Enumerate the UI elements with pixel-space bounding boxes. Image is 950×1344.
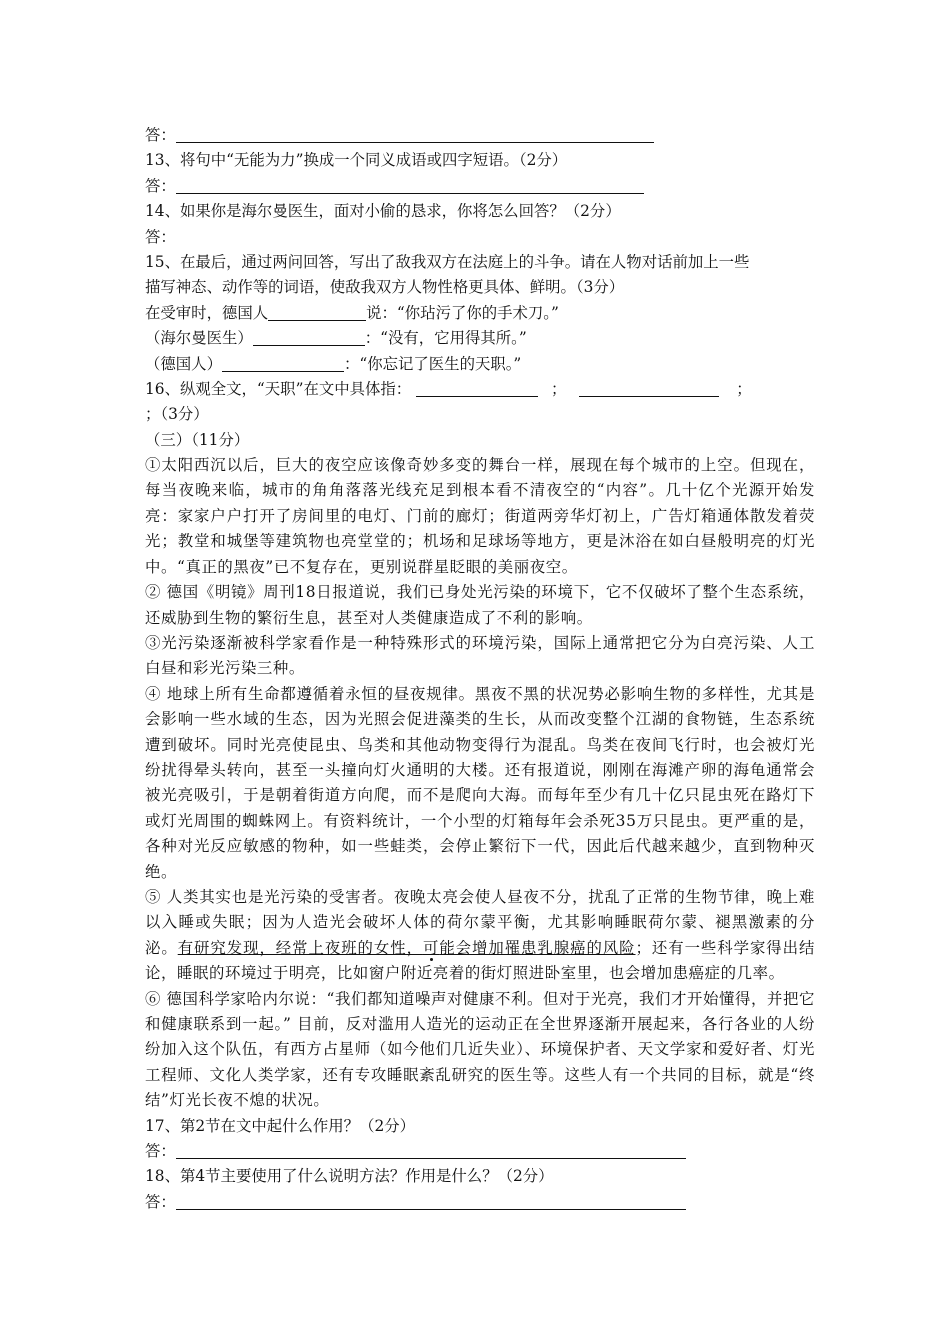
question-18: 18、第4节主要使用了什么说明方法？作用是什么？（2分） [145, 1167, 554, 1186]
section-heading: （三）（11分） [145, 430, 250, 449]
underlined-text: 能会增加罹患乳腺癌的风险 [439, 938, 636, 957]
passage-paragraph-2: ② 德国《明镜》周刊18日报道说，我们已身处光污染的环境下，它不仅破坏了整个生态系统，还威胁到生物的繁衍生息，甚至对人类健康造成了不利的影响。 [145, 583, 815, 627]
underlined-sentence [178, 939, 636, 957]
fill-blank[interactable] [222, 355, 344, 372]
fill-blank[interactable] [579, 380, 719, 397]
question-16-line-1 [145, 377, 815, 402]
answer-line-13 [145, 174, 815, 199]
answer-blank[interactable] [176, 1142, 686, 1159]
answer-label: 答： [145, 126, 176, 144]
answer-label: 答： [145, 1192, 176, 1211]
dialogue-prefix: （海尔曼医生） [145, 329, 253, 348]
dialogue-line-3 [145, 352, 815, 377]
answer-blank[interactable] [176, 1193, 686, 1210]
passage-paragraph-5 [145, 885, 815, 987]
passage-paragraph-6: ⑥ 德国科学家哈内尔说：“我们都知道噪声对健康不利。但对于光亮，我们才开始懂得，并把它和健康联系到一起。” 目前，反对滥用人造光的运动正在全世界逐渐开展起来，各行各业的人纷纷加入这个队伍，有西方占星师（如今他们几近失业）、环境保护者、天文学家和爱好者、灯光工程师、文化人类学家，还有专攻睡眠紊乱研究的医生等。这些人有一个共同的目标，就是“终结”灯光长夜不熄的状况。 [145, 989, 815, 1110]
dialogue-line-1 [145, 301, 815, 326]
passage-paragraph-4: ④ 地球上所有生命都遵循着永恒的昼夜规律。黑夜不黑的状况势必影响生物的多样性，尤其是会影响一些水域的生态，因为光照会促进藻类的生长，从而改变整个江湖的食物链，生态系统遭到破坏。同时光亮使昆虫、鸟类和其他动物变得行为混乱。鸟类在夜间飞行时，也会被灯光纷扰得晕头转向，甚至一头撞向灯火通明的大楼。还有报道说，刚刚在海滩产卵的海龟通常会被光亮吸引，于是朝着街道方向爬，而不是爬向大海。而每年至少有几十亿只昆虫死在路灯下或灯光周围的蜘蛛网上。有资料统计，一个小型的灯箱每年会杀死35万只昆虫。更严重的是，各种对光反应敏感的物种，如一些蛙类，会停止繁衍下一代，因此后代越来越少，直到物种灭绝。 [145, 684, 815, 881]
emphasis-dot-char: 可 [422, 938, 440, 957]
document-page [145, 123, 815, 1215]
answer-label: 答： [145, 227, 176, 246]
question-17: 17、第2节在文中起什么作用？（2分） [145, 1116, 416, 1135]
dialogue-text: 说：“你玷污了你的手术刀。” [366, 303, 559, 322]
answer-line-12 [145, 123, 815, 148]
dialogue-line-2 [145, 326, 815, 351]
passage-paragraph-1: ①太阳西沉以后，巨大的夜空应该像奇妙多变的舞台一样，展现在每个城市的上空。但现在，每当夜晚来临，城市的角角落落光线充足到根本看不清夜空的“内容”。几十亿个光源开始发亮：家家户户打开了房间里的电灯、门前的廊灯；街道两旁华灯初上，广告灯箱通体散发着荧光；教堂和城堡等建筑物也亮堂堂的；机场和足球场等地方，更是沐浴在如白昼般明亮的灯光中。“真正的黑夜”已不复存在，更别说群星眨眼的美丽夜空。 [145, 456, 815, 576]
question-13: 13、将句中“无能为力”换成一个同义成语或四字短语。（2分） [145, 151, 568, 170]
question-15-line-1: 15、在最后，通过两问回答，写出了敌我双方在法庭上的斗争。请在人物对话前加上一些 [145, 252, 750, 271]
answer-line-17 [145, 1139, 815, 1164]
question-16-text: 16、纵观全文，“天职”在文中具体指： [145, 379, 412, 398]
question-16-line-2: ；（3分） [145, 405, 209, 424]
paragraph-5-text: ⑤ 人类其实也是光污染的受害者。夜晚太亮会使人昼夜不分，扰乱了正常的生物节律，晚上难以入睡或失眠；因为人造光会破坏人体的荷尔蒙平衡，尤其影响睡眠荷尔蒙、褪黑激素的分泌。 [145, 887, 815, 957]
answer-blank[interactable] [176, 177, 644, 194]
answer-line-14 [145, 225, 815, 250]
separator: ； [736, 379, 752, 398]
dialogue-prefix: （德国人） [145, 354, 222, 373]
dialogue-prefix: 在受审时，德国人 [145, 303, 269, 322]
question-15-line-2: 描写神态、动作等的词语，使敌我双方人物性格更具体、鲜明。（3分） [145, 278, 625, 297]
fill-blank[interactable] [416, 380, 538, 397]
separator: ； [551, 379, 567, 398]
answer-label: 答： [145, 1142, 176, 1161]
dialogue-text: ：“你忘记了医生的天职。” [343, 354, 522, 373]
paragraph-5-text: ；还有一些科学家得出结论，睡眠的环境过于明亮，比如窗户附近亮着的街灯照进卧室里，也会增加患癌症的几率。 [145, 938, 815, 983]
underlined-text: 有研究发现，经常上夜班的女性， [177, 938, 423, 957]
fill-blank[interactable] [268, 304, 366, 321]
answer-line-18 [145, 1190, 815, 1215]
passage-paragraph-3: ③光污染逐渐被科学家看作是一种特殊形式的环境污染，国际上通常把它分为白亮污染、人工白昼和彩光污染三种。 [145, 633, 815, 678]
fill-blank[interactable] [253, 329, 365, 346]
dialogue-text: ：“没有，它用得其所。” [364, 329, 527, 348]
question-14: 14、如果你是海尔曼医生，面对小偷的恳求，你将怎么回答？（2分） [145, 202, 621, 221]
answer-label: 答： [145, 176, 176, 195]
answer-blank[interactable] [176, 126, 654, 143]
